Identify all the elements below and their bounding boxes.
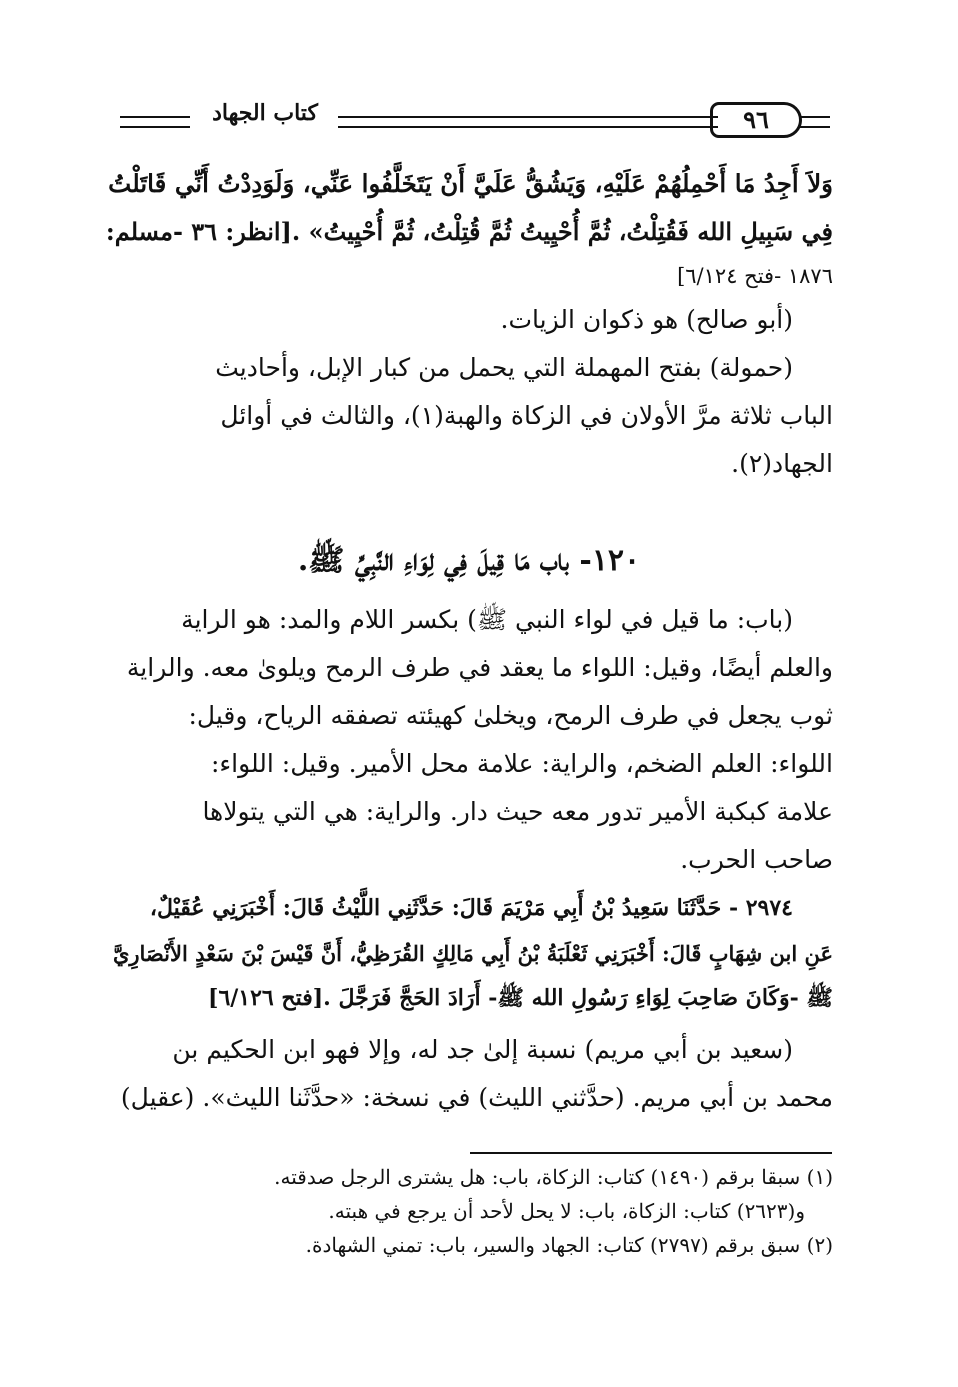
reference-line: ١٨٧٦ -فتح ٦/١٢٤] [677,264,833,288]
hadith-2974 [105,886,833,1021]
header-rule-middle [338,116,718,128]
footnote-line: و(٢٦٢٣) كتاب: الزكاة، باب: لا يحل لأحد أن يرجع في هبته. [328,1199,805,1223]
commentary-line: علامة كبكبة الأمير تدور معه حيث دار. والراية: هي التي يتولاها [202,797,833,826]
footnotes [105,1160,833,1262]
hadith-line: فِي سَبِيلِ الله فَقُتِلْتُ، ثُمَّ أُحْيِيتُ ثُمَّ قُتِلْتُ، ثُمَّ أُحْيِيتُ» .[انظر: ٣٦ -مسلم: [105,217,833,246]
commentary-line: الباب ثلاثة مرَّ الأولان في الزكاة والهبة(١)، والثالث في أوائل [220,401,833,430]
commentary-line: (باب: ما قيل في لواء النبي ﷺ) بكسر اللام والمد: هو الراية [181,605,793,634]
commentary-line: اللواء: العلم الضخم، والراية: علامة محل الأمير. وقيل: اللواء: [210,749,833,778]
hadith-line: وَلاَ أَجِدُ مَا أَحْمِلُهُمْ عَلَيْهِ، وَيَشُقُّ عَلَيَّ أَنْ يَتَخَلَّفُوا عَنِّي، وَلَوَدِدْتُ أَنِّي قَاتَلْتُ [108,169,833,198]
footnote-line: (١) سبقا برقم (١٤٩٠) كتاب: الزكاة، باب: هل يشترى الرجل صدقته. [274,1165,833,1189]
commentary-line: الجهاد(٢). [731,449,833,478]
commentary-line: (حمولة) بفتح المهملة التي يحمل من كبار الإبل، وأحاديث [215,353,793,382]
hadith-line: عَنِ ابن شِهَابٍ قَالَ: أَخْبَرَنِي ثَعْلَبَةُ بْنُ أَبِي مَالِكٍ القُرَظِيُّ، أَنَّ قَيْسَ بْنَ سَعْدٍ الأَنْصَارِيَّ [112,941,833,966]
header-rule-left [120,116,190,128]
page-number: ٩٦ [710,102,802,138]
chapter-heading: ١٢٠- باب مَا قِيلَ فِي لِوَاءِ النَّبِيِّ ﷺ. [297,543,641,578]
running-title: كتاب الجهاد [212,100,318,126]
page-header [110,96,830,146]
header-rule-right [800,116,830,128]
bottom-commentary [105,1026,833,1122]
commentary-line: محمد بن أبي مريم. (حدَّثني الليث) في نسخة: «حدَّثَنا الليث». (عقيل) [120,1083,833,1112]
hadith-line: ٢٩٧٤ - حَدَّثَنَا سَعِيدُ بْنُ أَبِي مَرْيَمَ قَالَ: حَدَّثَنِي اللَّيْثُ قَالَ: أَخْبَرَنِي عُقَيْلٌ، [149,895,793,921]
top-hadith-continuation [105,160,833,488]
commentary-line: (سعيد بن أبي مريم) نسبة إلىٰ جد له، وإلا فهو ابن الحكيم بن [172,1035,793,1064]
footnote-line: (٢) سبق برقم (٢٧٩٧) كتاب: الجهاد والسير، باب: تمني الشهادة. [305,1233,833,1257]
commentary-line: والعلم أيضًا، وقيل: اللواء ما يعقد في طرف الرمح ويلوىٰ معه. والراية [126,653,833,682]
footnote-separator [470,1152,832,1154]
chapter-commentary [105,596,833,884]
commentary-line: ثوب يجعل في طرف الرمح، ويخلىٰ كهيئته تصفقه الرياح، وقيل: [188,701,833,730]
commentary-line: (أبو صالح) هو ذكوان الزيات. [500,305,793,334]
hadith-line: ﷺ -وَكَانَ صَاحِبَ لِوَاءِ رَسُولِ الله ﷺ- أَرَادَ الحَجَّ فَرَجَّلَ .[فتح ٦/١٢٦] [208,985,833,1011]
commentary-line: صاحب الحرب. [680,845,833,874]
